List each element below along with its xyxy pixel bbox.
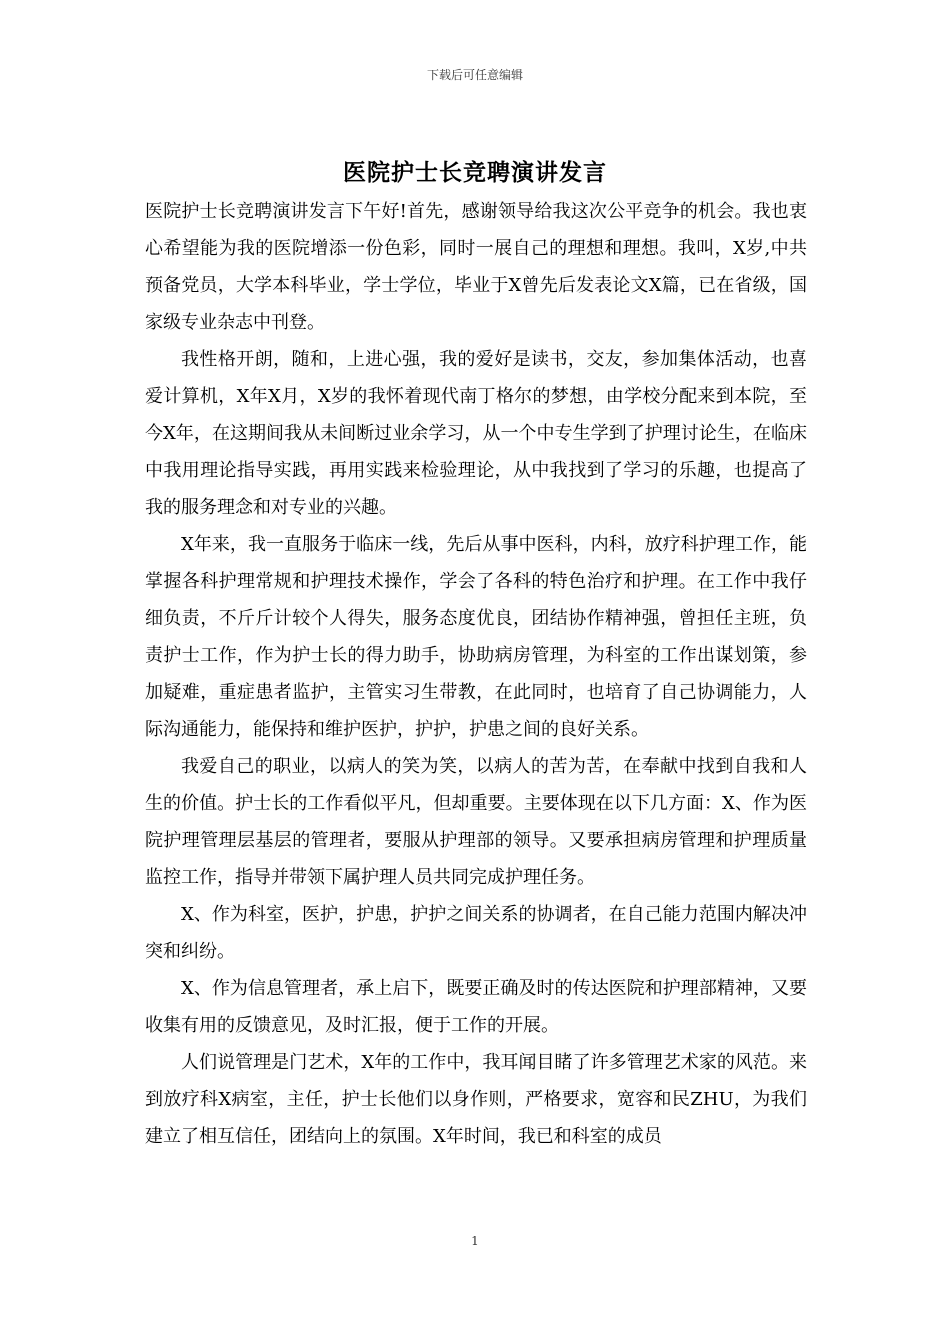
- paragraph: 人们说管理是门艺术，X年的工作中，我耳闻目睹了许多管理艺术家的风范。来到放疗科X病室，主任，护士长他们以身作则，严格要求，宽容和民ZHU，为我们建立了相互信任，团结向上的氛围。X年时间，我已和科室的成员: [145, 1052, 807, 1147]
- document-title: 医院护士长竞聘演讲发言: [343, 159, 607, 186]
- header-note: 下载后可任意编辑: [426, 68, 523, 82]
- paragraph: 我性格开朗，随和，上进心强，我的爱好是读书，交友，参加集体活动，也喜爱计算机，X年X月，X岁的我怀着现代南丁格尔的梦想，由学校分配来到本院，至今X年，在这期间我从未间断过业余学习，从一个中专生学到了护理讨论生，在临床中我用理论指导实践，再用实践来检验理论，从中我找到了学习的乐趣，也提高了我的服务理念和对专业的兴趣。: [145, 349, 807, 518]
- paragraph: 医院护士长竞聘演讲发言下午好!首先，感谢领导给我这次公平竞争的机会。我也衷心希望能为我的医院增添一份色彩，同时一展自己的理想和理想。我叫，X岁,中共预备党员，大学本科毕业，学士学位，毕业于X曾先后发表论文X篇，已在省级，国家级专业杂志中刊登。: [145, 201, 807, 333]
- paragraph: X、作为科室，医护，护患，护护之间关系的协调者，在自己能力范围内解决冲突和纠纷。: [145, 904, 807, 962]
- paragraph: X年来，我一直服务于临床一线，先后从事中医科，内科，放疗科护理工作，能掌握各科护理常规和护理技术操作，学会了各科的特色治疗和护理。在工作中我仔细负责，不斤斤计较个人得失，服务态度优良，团结协作精神强，曾担任主班，负责护士工作，作为护士长的得力助手，协助病房管理，为科室的工作出谋划策，参加疑难，重症患者监护，主管实习生带教，在此同时，也培育了自己协调能力，人际沟通能力，能保持和维护医护，护护，护患之间的良好关系。: [145, 534, 807, 740]
- paragraph: X、作为信息管理者，承上启下，既要正确及时的传达医院和护理部精神，又要收集有用的反馈意见，及时汇报，便于工作的开展。: [145, 978, 807, 1036]
- paragraph: 我爱自己的职业，以病人的笑为笑，以病人的苦为苦，在奉献中找到自我和人生的价值。护士长的工作看似平凡，但却重要。主要体现在以下几方面：X、作为医院护理管理层基层的管理者，要服从护理部的领导。又要承担病房管理和护理质量监控工作，指导并带领下属护理人员共同完成护理任务。: [145, 756, 807, 888]
- document-body: [145, 193, 807, 1155]
- page-number: 1: [471, 1234, 479, 1248]
